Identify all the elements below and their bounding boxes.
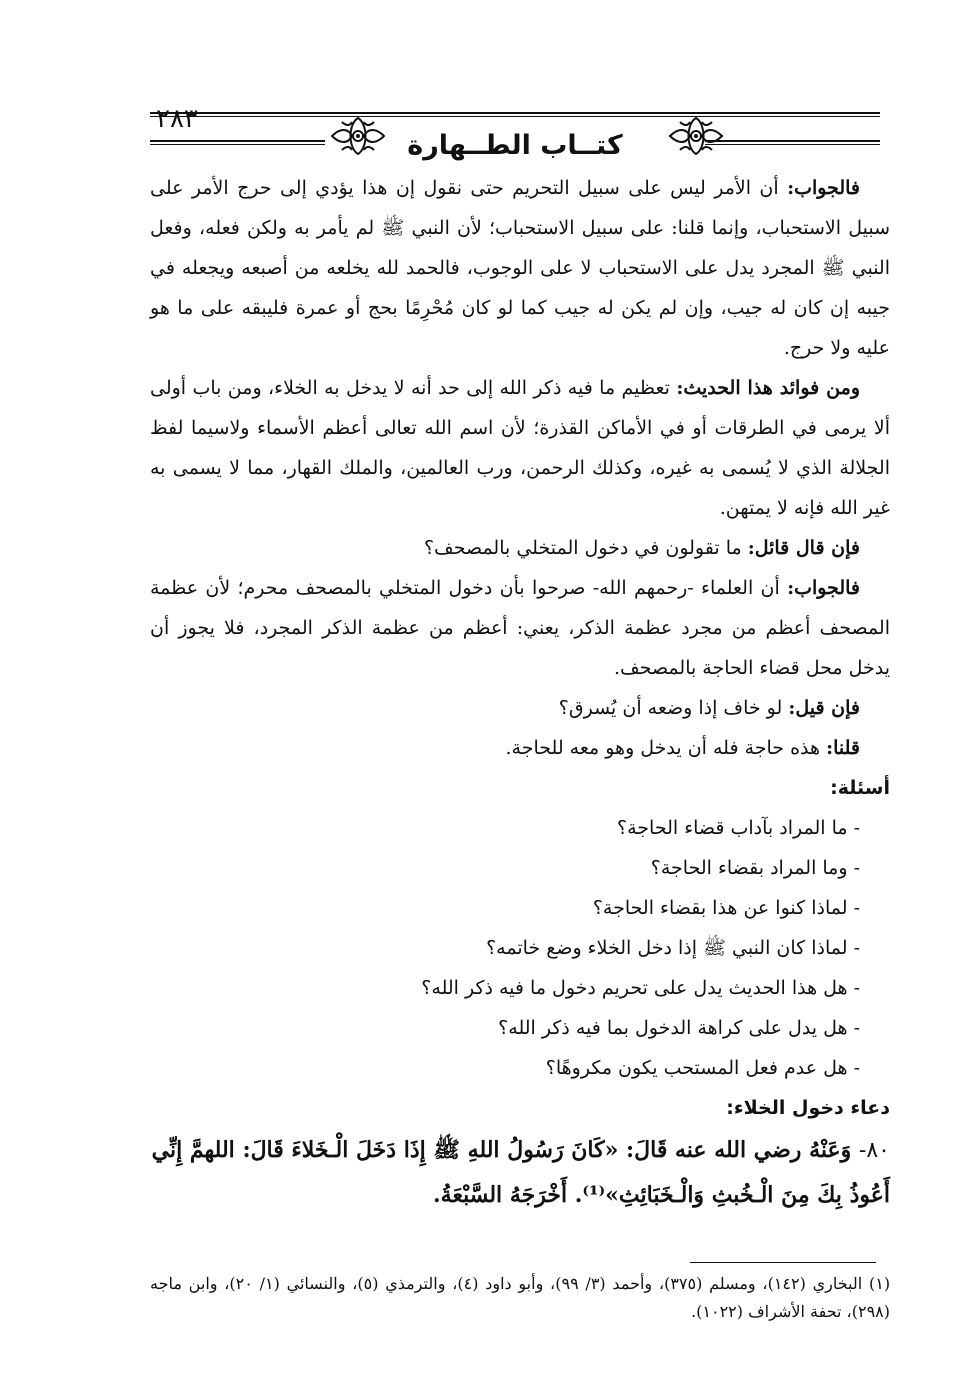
paragraph-lead: فالجواب: — [787, 577, 860, 599]
question-item: - لماذا كان النبي ﷺ إذا دخل الخلاء وضع خاتمه؟ — [486, 937, 860, 959]
paragraph-answer-3 — [150, 728, 890, 768]
main-content — [150, 168, 890, 1217]
footnote-divider — [690, 1262, 876, 1263]
page-number: ٢٨٣ — [156, 104, 198, 134]
dua-heading: دعاء دخول الخلاء: — [726, 1097, 890, 1119]
questions-list — [150, 808, 890, 1088]
paragraph-benefits — [150, 368, 890, 528]
chapter-title: كتــاب الطــهارة — [407, 130, 623, 161]
question-item: - هل عدم فعل المستحب يكون مكروهًا؟ — [545, 1057, 860, 1079]
paragraph-text: أن الأمر ليس على سبيل التحريم حتى نقول إن هذا يؤدي إلى حرج الأمر على سبيل الاستحباب، وإنما قلنا: على سبيل الاستحباب؛ لأن النبي ﷺ لم يأمر به ولكن فعله، وفعل النبي ﷺ المجرد يدل على الاستحباب لا على الوجوب، فالحمد لله يخلعه من أصبعه ويجعله في جيبه إن كان له جيب، وإن لم يكن له جيب كما لو كان مُحْرِمًا بحج أو عمرة فليبقه على ما هو عليه ولا حرج. — [150, 177, 890, 359]
header-rule-top — [150, 112, 880, 114]
paragraph-lead: فإن قال قائل: — [747, 537, 860, 559]
question-item: - هل يدل على كراهة الدخول بما فيه ذكر الله؟ — [498, 1017, 860, 1039]
paragraph-text: هذه حاجة فله أن يدخل وهو معه للحاجة. — [505, 737, 827, 759]
hadith-number: ٨٠- — [858, 1138, 890, 1163]
paragraph-text: لو خاف إذا وضعه أن يُسرق؟ — [558, 697, 789, 719]
paragraph-text: ما تقولون في دخول المتخلي بالمصحف؟ — [423, 537, 748, 559]
paragraph-question-2 — [150, 688, 890, 728]
paragraph-answer-1 — [150, 168, 890, 368]
question-item: - لماذا كنوا عن هذا بقضاء الحاجة؟ — [592, 897, 860, 919]
question-item: - وما المراد بقضاء الحاجة؟ — [650, 857, 860, 879]
paragraph-text: أن العلماء -رحمهم الله- صرحوا بأن دخول المتخلي بالمصحف محرم؛ لأن عظمة المصحف أعظم من مجرد عظمة الذكر، يعني: أعظم من عظمة الذكر المجرد، فلا يجوز أن يدخل محل قضاء الحاجة بالمصحف. — [150, 577, 890, 679]
page-header — [150, 92, 880, 162]
paragraph-answer-2 — [150, 568, 890, 688]
paragraph-lead: قلنا: — [826, 737, 860, 759]
header-rule-top-thin — [150, 116, 880, 117]
hadith-body: وَعَنْهُ رضي الله عنه قَالَ: «كَانَ رَسُولُ اللهِ ﷺ إِذَا دَخَلَ الْـخَلاءَ قَالَ: اللهمَّ إِنِّي أَعُوذُ بِكَ مِنَ الْـخُبثِ وَالْـخَبَائِثِ»⁽¹⁾. أَخْرَجَهُ السَّبْعَةُ. — [151, 1137, 890, 1208]
paragraph-lead: فإن قيل: — [788, 697, 860, 719]
paragraph-lead: فالجواب: — [787, 177, 860, 199]
hadith-text — [150, 1128, 890, 1217]
paragraph-lead: ومن فوائد هذا الحديث: — [676, 377, 860, 399]
footnote: (١) البخاري (١٤٢)، ومسلم (٣٧٥)، وأحمد (٣/ ٩٩)، وأبو داود (٤)، والترمذي (٥)، والنسائي (١/ ٢٠)، وابن ماجه (٢٩٨)، تحفة الأشراف (١٠٢٢). — [150, 1274, 891, 1321]
question-item: - ما المراد بآداب قضاء الحاجة؟ — [617, 817, 860, 839]
paragraph-question-1 — [150, 528, 890, 568]
questions-heading: أسئلة: — [830, 777, 890, 799]
paragraph-text: تعظيم ما فيه ذكر الله إلى حد أنه لا يدخل به الخلاء، ومن باب أولى ألا يرمى في الطرقات أو في الأماكن القذرة؛ لأن اسم الله تعالى أعظم الأسماء ولاسيما لفظ الجلالة الذي لا يُسمى به غيره، وكذلك الرحمن، ورب العالمين، والملك القهار، مما لا يسمى به غير الله فإنه لا يمتهن. — [150, 377, 890, 519]
question-item: - هل هذا الحديث يدل على تحريم دخول ما فيه ذكر الله؟ — [421, 977, 860, 999]
